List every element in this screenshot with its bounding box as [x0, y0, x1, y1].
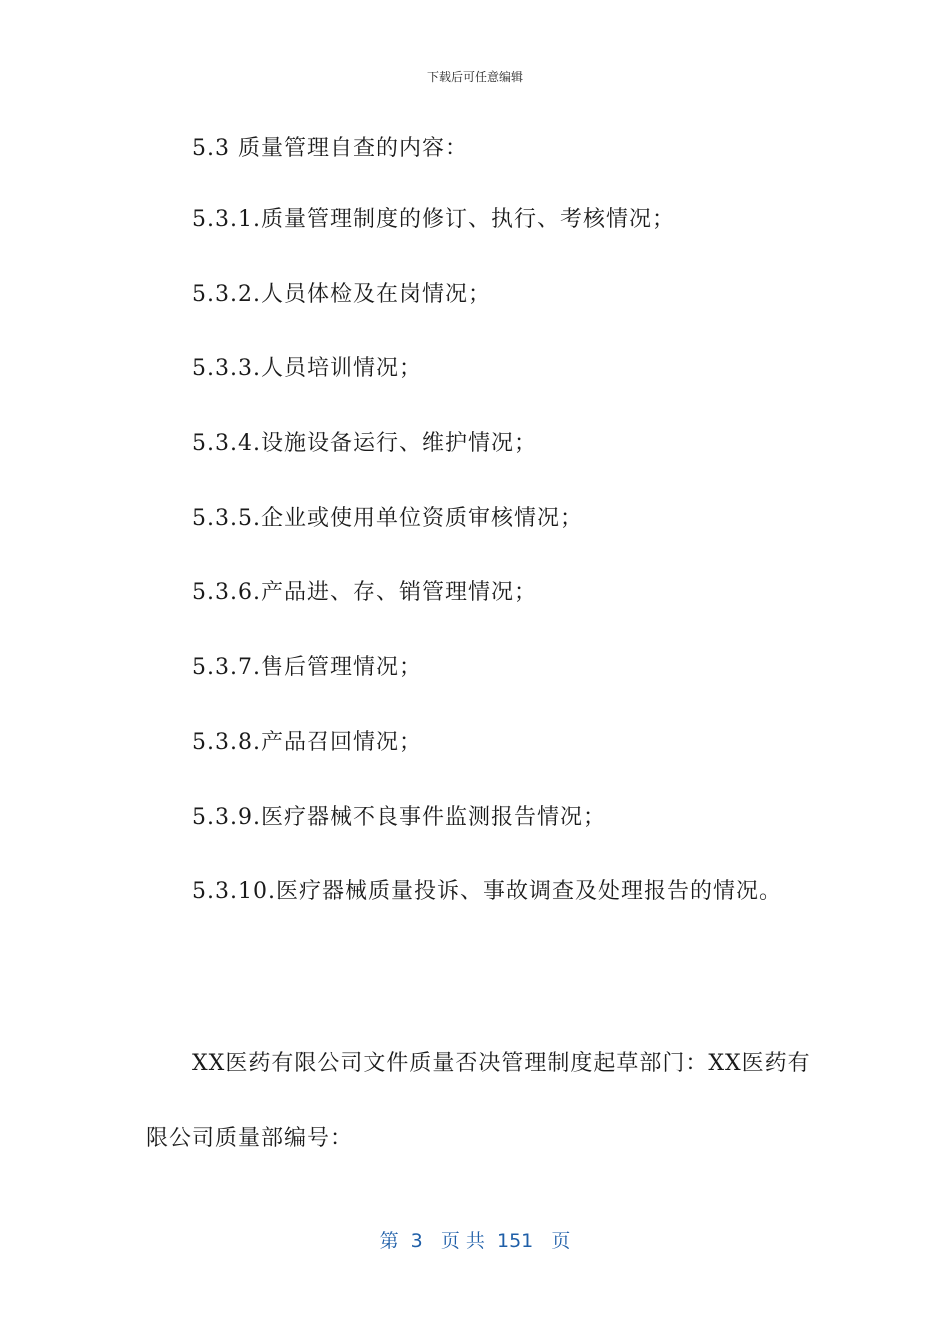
section-title: 5.3 质量管理自查的内容：: [192, 136, 468, 161]
list-item: 5.3.3.人员培训情况；: [192, 356, 422, 382]
checklist: [192, 206, 782, 953]
list-item: 5.3.9.医疗器械不良事件监测报告情况；: [192, 804, 606, 830]
list-item: 5.3.5.企业或使用单位资质审核情况；: [192, 505, 583, 531]
document-paragraph: XX医药有限公司文件质量否决管理制度起草部门：XX医药有限公司质量部编号：: [146, 1051, 811, 1151]
list-item: 5.3.8.产品召回情况；: [192, 729, 422, 755]
list-item: 5.3.6.产品进、存、销管理情况；: [192, 580, 537, 606]
list-item: 5.3.10.医疗器械质量投诉、事故调查及处理报告的情况。: [192, 879, 782, 905]
list-item: 5.3.7.售后管理情况；: [192, 655, 422, 681]
page-number: 第 3 页 共 151 页: [379, 1230, 571, 1252]
header-note: 下载后可任意编辑: [426, 70, 523, 84]
list-item: 5.3.4.设施设备运行、维护情况；: [192, 431, 537, 457]
list-item: 5.3.1.质量管理制度的修订、执行、考核情况；: [192, 207, 675, 232]
list-item: 5.3.2.人员体检及在岗情况；: [192, 281, 491, 307]
